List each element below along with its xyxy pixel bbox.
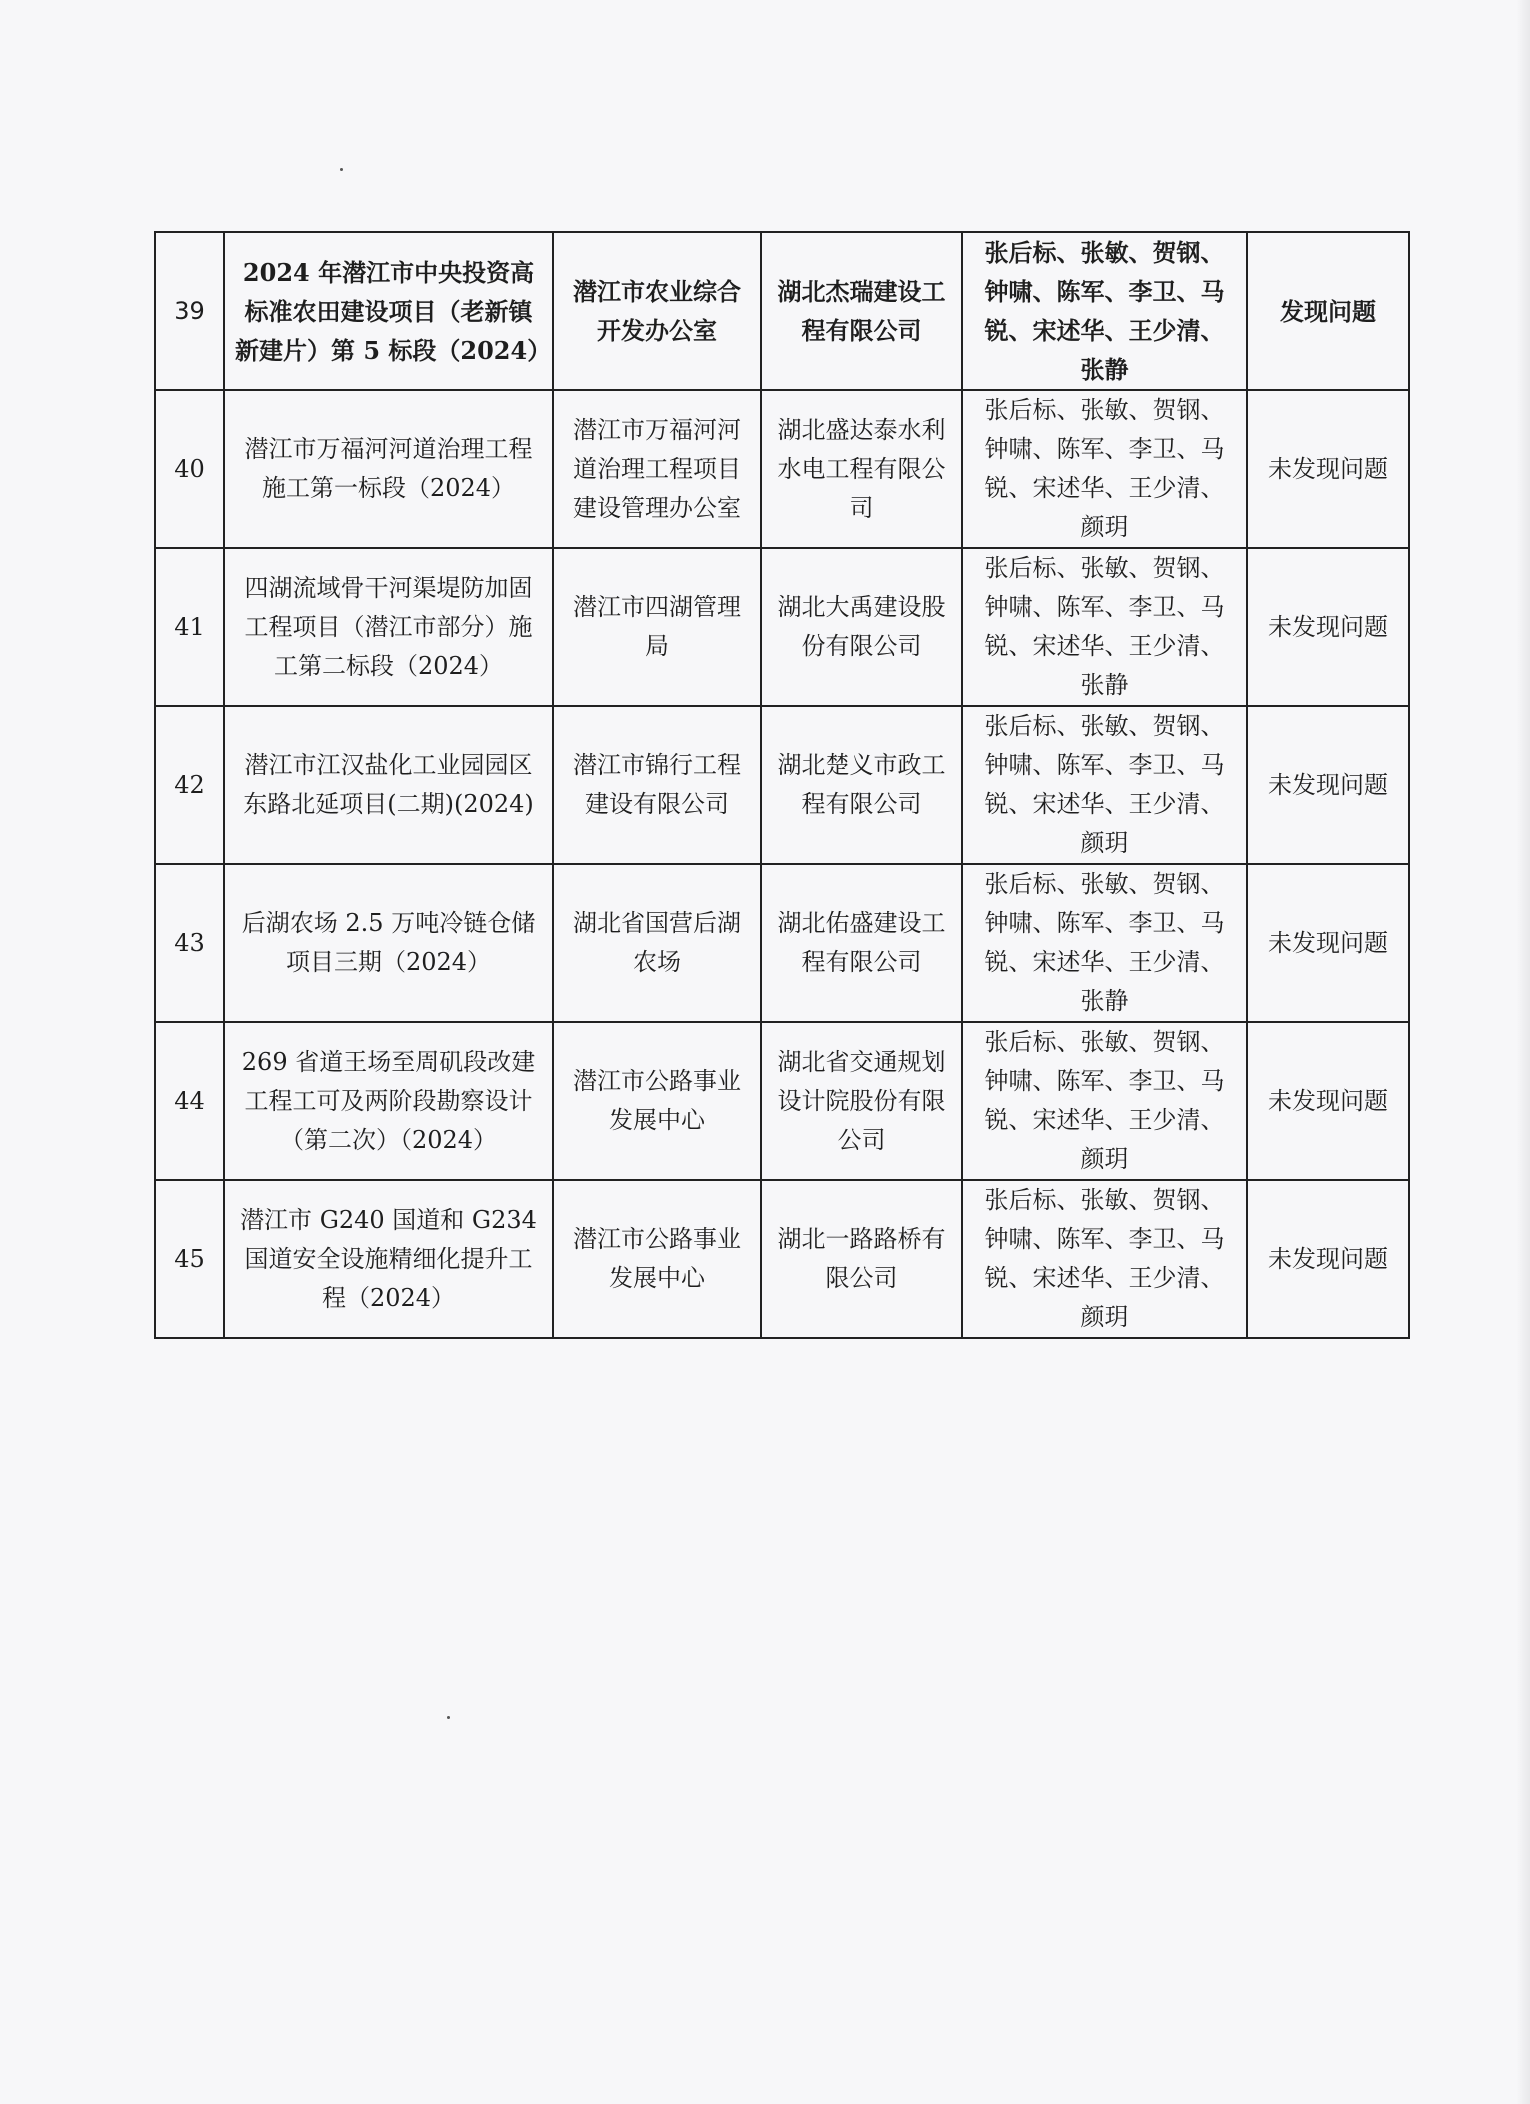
contractor: 湖北省交通规划设计院股份有限公司	[761, 1022, 962, 1180]
construction-unit: 潜江市四湖管理局	[553, 548, 761, 706]
inspectors: 张后标、张敏、贺钢、钟啸、陈军、李卫、马锐、宋述华、王少清、张静	[962, 232, 1247, 390]
contractor: 湖北大禹建设股份有限公司	[761, 548, 962, 706]
project-name: 269 省道王场至周矶段改建工程工可及两阶段勘察设计（第二次）（2024）	[224, 1022, 553, 1180]
project-name: 潜江市 G240 国道和 G234 国道安全设施精细化提升工程（2024）	[224, 1180, 553, 1338]
table-row	[155, 864, 1409, 1022]
project-name: 潜江市江汉盐化工业园园区东路北延项目(二期)(2024)	[224, 706, 553, 864]
contractor: 湖北楚义市政工程有限公司	[761, 706, 962, 864]
table-row	[155, 548, 1409, 706]
project-name: 后湖农场 2.5 万吨冷链仓储项目三期（2024）	[224, 864, 553, 1022]
row-number: 43	[155, 864, 224, 1022]
row-number: 41	[155, 548, 224, 706]
page-edge-shadow	[1516, 0, 1530, 2104]
construction-unit: 潜江市万福河河道治理工程项目建设管理办公室	[553, 390, 761, 548]
contractor: 湖北一路路桥有限公司	[761, 1180, 962, 1338]
inspection-result: 未发现问题	[1247, 864, 1409, 1022]
inspection-result: 发现问题	[1247, 232, 1409, 390]
row-number: 44	[155, 1022, 224, 1180]
scan-speck	[447, 1716, 450, 1719]
project-name: 潜江市万福河河道治理工程施工第一标段（2024）	[224, 390, 553, 548]
inspection-result: 未发现问题	[1247, 1180, 1409, 1338]
table-row	[155, 390, 1409, 548]
scan-speck	[340, 168, 343, 171]
inspectors: 张后标、张敏、贺钢、钟啸、陈军、李卫、马锐、宋述华、王少清、颜玥	[962, 706, 1247, 864]
contractor: 湖北杰瑞建设工程有限公司	[761, 232, 962, 390]
inspection-result: 未发现问题	[1247, 390, 1409, 548]
inspectors: 张后标、张敏、贺钢、钟啸、陈军、李卫、马锐、宋述华、王少清、颜玥	[962, 1022, 1247, 1180]
table-row	[155, 1180, 1409, 1338]
row-number: 40	[155, 390, 224, 548]
row-number: 45	[155, 1180, 224, 1338]
inspection-result: 未发现问题	[1247, 1022, 1409, 1180]
project-name: 2024 年潜江市中央投资高标准农田建设项目（老新镇新建片）第 5 标段（2024）	[224, 232, 553, 390]
construction-unit: 潜江市公路事业发展中心	[553, 1022, 761, 1180]
construction-unit: 潜江市公路事业发展中心	[553, 1180, 761, 1338]
table-row	[155, 232, 1409, 390]
inspectors: 张后标、张敏、贺钢、钟啸、陈军、李卫、马锐、宋述华、王少清、颜玥	[962, 390, 1247, 548]
project-name: 四湖流域骨干河渠堤防加固工程项目（潜江市部分）施工第二标段（2024）	[224, 548, 553, 706]
contractor: 湖北佑盛建设工程有限公司	[761, 864, 962, 1022]
inspectors: 张后标、张敏、贺钢、钟啸、陈军、李卫、马锐、宋述华、王少清、张静	[962, 864, 1247, 1022]
inspectors: 张后标、张敏、贺钢、钟啸、陈军、李卫、马锐、宋述华、王少清、张静	[962, 548, 1247, 706]
row-number: 39	[155, 232, 224, 390]
inspection-result: 未发现问题	[1247, 548, 1409, 706]
construction-unit: 潜江市农业综合开发办公室	[553, 232, 761, 390]
construction-unit: 潜江市锦行工程建设有限公司	[553, 706, 761, 864]
contractor: 湖北盛达泰水利水电工程有限公司	[761, 390, 962, 548]
inspectors: 张后标、张敏、贺钢、钟啸、陈军、李卫、马锐、宋述华、王少清、颜玥	[962, 1180, 1247, 1338]
row-number: 42	[155, 706, 224, 864]
table-row	[155, 706, 1409, 864]
construction-unit: 湖北省国营后湖农场	[553, 864, 761, 1022]
table-row	[155, 1022, 1409, 1180]
inspection-result: 未发现问题	[1247, 706, 1409, 864]
inspection-table	[154, 231, 1410, 1339]
table-body	[155, 232, 1409, 1338]
